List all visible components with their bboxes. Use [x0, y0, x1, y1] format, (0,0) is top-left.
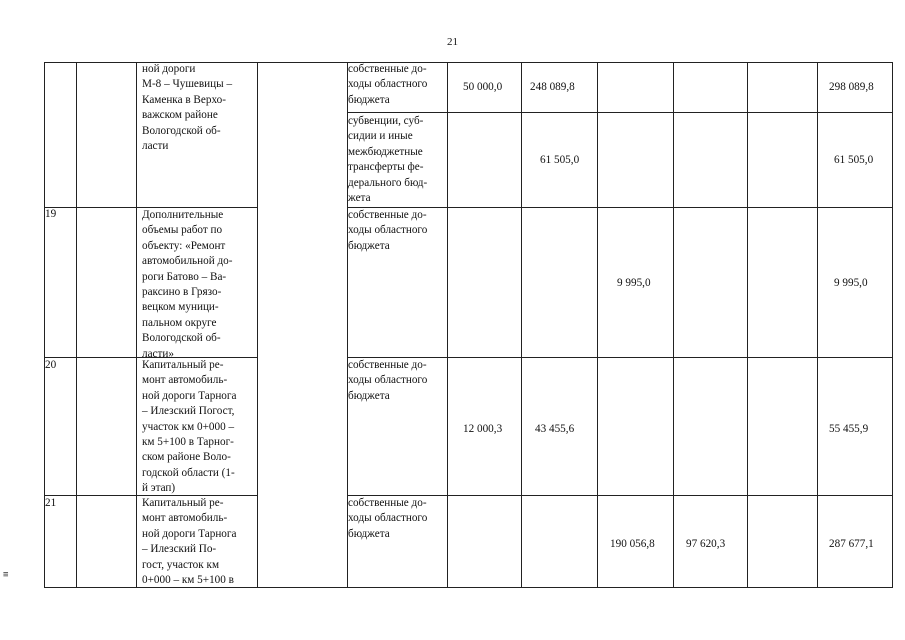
source-label: собственные до- ходы областного бюджета — [348, 209, 428, 252]
col-divider-6 — [521, 62, 522, 588]
col-divider-1 — [76, 62, 77, 588]
sub-row-divider — [347, 112, 893, 113]
total-cell: 9 995,0 — [834, 277, 868, 289]
col-divider-5 — [447, 62, 448, 588]
source-label: собственные до- ходы областного бюджета — [348, 497, 428, 540]
col-divider-3 — [257, 62, 258, 588]
margin-mark: ≡ — [3, 570, 9, 580]
value-cell: 12 000,3 — [463, 423, 503, 435]
value-cell: 43 455,6 — [535, 423, 575, 435]
value-cell: 97 620,3 — [686, 538, 726, 550]
value-cell: 9 995,0 — [617, 277, 651, 289]
col-divider-8 — [673, 62, 674, 588]
row-number: 21 — [45, 497, 57, 509]
row-name: Дополнительные объемы работ по объекту: «Ремонт автомобильной до- роги Батово – Ва- раксино в Грязо- вецком муници- пальном округе Вологодской об- ласти» — [142, 209, 233, 360]
col-divider-9 — [747, 62, 748, 588]
row-name: Капитальный ре- монт автомобиль- ной дороги Тарнога – Илезский По- гост, участок км 0+000 – км 5+100 в — [142, 497, 237, 587]
source-label: субвенции, суб- сидии и иные межбюджетные трансферты фе- дерального бюд- жета — [348, 115, 428, 205]
total-cell: 287 677,1 — [829, 538, 874, 550]
value-cell: 248 089,8 — [530, 81, 575, 93]
col-divider-10 — [817, 62, 818, 588]
row-number: 20 — [45, 359, 57, 371]
source-label: собственные до- ходы областного бюджета — [348, 63, 428, 106]
source-label: собственные до- ходы областного бюджета — [348, 359, 428, 402]
value-cell: 61 505,0 — [540, 154, 580, 166]
total-cell: 298 089,8 — [829, 81, 874, 93]
row-name: Капитальный ре- монт автомобиль- ной дороги Тарнога – Илезский Погост, участок км 0+000 – км 5+100 в Тарног- ском районе Воло- годской области (1- й этап) — [142, 359, 237, 495]
budget-table — [44, 62, 893, 588]
page-number: 21 — [447, 36, 458, 48]
table-border-right — [892, 62, 893, 588]
value-cell: 50 000,0 — [463, 81, 503, 93]
row-number: 19 — [45, 208, 57, 220]
col-divider-7 — [597, 62, 598, 588]
row-name: ной дороги М-8 – Чушевицы – Каменка в Верхо- важском районе Вологодской об- ласти — [142, 63, 233, 153]
col-divider-2 — [136, 62, 137, 588]
total-cell: 55 455,9 — [829, 423, 869, 435]
total-cell: 61 505,0 — [834, 154, 874, 166]
value-cell: 190 056,8 — [610, 538, 655, 550]
